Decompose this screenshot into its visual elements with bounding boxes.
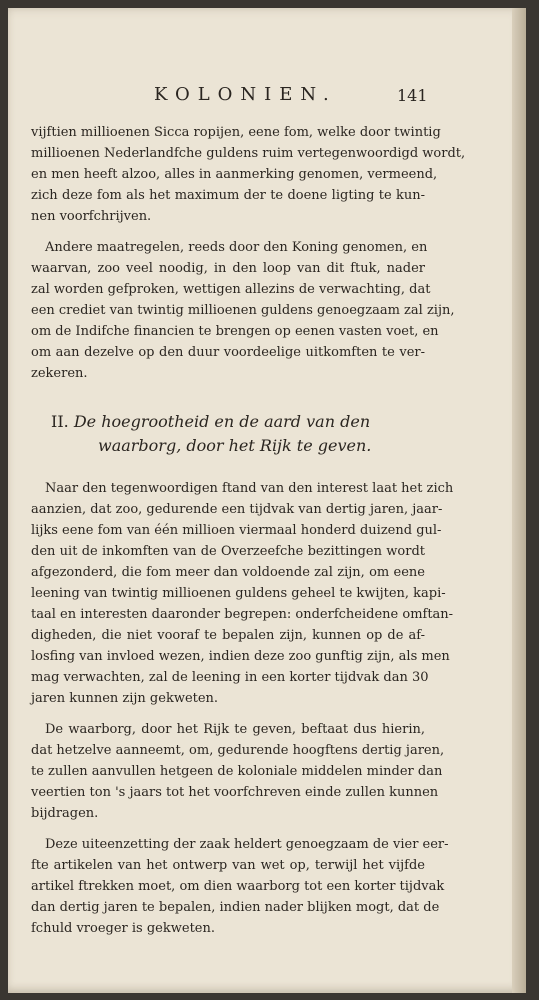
- text-line: bijdragen.: [31, 806, 99, 821]
- text-line: dat hetzelve aanneemt, om, gedurende hoogftens dertig jaren,: [31, 743, 445, 758]
- section-heading: [31, 410, 425, 458]
- text-line: aanzien, dat zoo, gedurende een tijdvak van dertig jaren, jaar-: [31, 502, 443, 517]
- text-line: om aan dezelve op den duur voordeelige uitkomften te ver-: [31, 345, 425, 360]
- text-line: vijftien millioenen Sicca ropijen, eene fom, welke door twintig: [31, 125, 441, 140]
- text-line: zekeren.: [31, 366, 88, 381]
- section-title-line-1: De hoegrootheid en de aard van den: [73, 412, 371, 431]
- text-line: lijks eene fom van één millioen viermaal honderd duizend gul-: [31, 523, 442, 538]
- section-number: II.: [51, 412, 69, 431]
- text-line: taal en interesten daaronder begrepen: onderfcheidene omftan-: [31, 607, 454, 622]
- paragraph: [31, 478, 454, 709]
- text-line: te zullen aanvullen hetgeen de koloniale middelen minder dan: [31, 764, 443, 779]
- text-line: fchuld vroeger is gekweten.: [31, 921, 215, 936]
- text-line: Naar den tegenwoordigen ftand van den interest laat het zich: [45, 481, 454, 496]
- text-line: jaren kunnen zijn gekweten.: [31, 691, 219, 706]
- text-line: dan dertig jaren te bepalen, indien nader blijken mogt, dat de: [31, 900, 440, 915]
- body-text: [31, 122, 466, 939]
- text-line: digheden, die niet vooraf te bepalen zijn, kunnen op de af-: [31, 628, 425, 643]
- text-line: Deze uiteenzetting der zaak heldert genoegzaam de vier eer-: [45, 837, 449, 852]
- paragraph: [31, 237, 455, 384]
- text-line: leening van twintig millioenen guldens geheel te kwijten, kapi-: [31, 586, 446, 601]
- text-line: zich deze fom als het maximum der te doene ligting te kun-: [31, 188, 425, 203]
- text-line: waarvan, zoo veel noodig, in den loop van dit ftuk, nader: [31, 261, 425, 276]
- text-line: nen voorfchrijven.: [31, 209, 152, 224]
- page-gutter: [512, 8, 526, 993]
- text-line: veertien ton 's jaars tot het voorfchreven einde zullen kunnen: [31, 785, 439, 800]
- text-line: den uit de inkomften van de Overzeefche bezittingen wordt: [31, 544, 425, 559]
- text-line: losfing van invloed wezen, indien deze zoo gunftig zijn, als men: [31, 649, 450, 664]
- text-line: een crediet van twintig millioenen guldens genoegzaam zal zijn,: [31, 303, 455, 318]
- text-line: en men heeft alzoo, alles in aanmerking genomen, vermeend,: [31, 167, 438, 182]
- text-line: De waarborg, door het Rijk te geven, beftaat dus hierin,: [45, 722, 425, 737]
- book-page: [8, 8, 526, 993]
- paragraph: [31, 122, 466, 227]
- text-line: artikel ftrekken moet, om dien waarborg tot een korter tijdvak: [31, 879, 445, 894]
- section-title-line-2: waarborg, door het Rijk te geven.: [98, 436, 372, 455]
- running-title: KOLONIEN.: [154, 84, 337, 105]
- running-head: [8, 84, 526, 108]
- paragraph: [31, 719, 445, 824]
- text-line: millioenen Nederlandfche guldens ruim vertegenwoordigd wordt,: [31, 146, 466, 161]
- text-line: Andere maatregelen, reeds door den Koning genomen, en: [45, 240, 428, 255]
- text-line: om de Indifche financien te brengen op eenen vasten voet, en: [31, 324, 439, 339]
- text-line: zal worden gefproken, wettigen allezins de verwachting, dat: [31, 282, 431, 297]
- text-line: fte artikelen van het ontwerp van wet op, terwijl het vijfde: [31, 858, 425, 873]
- text-line: mag verwachten, zal de leening in een korter tijdvak dan 30: [31, 670, 429, 685]
- paragraph: [31, 834, 449, 939]
- text-line: afgezonderd, die fom meer dan voldoende zal zijn, om eene: [31, 565, 425, 580]
- page-number: 141: [397, 86, 428, 105]
